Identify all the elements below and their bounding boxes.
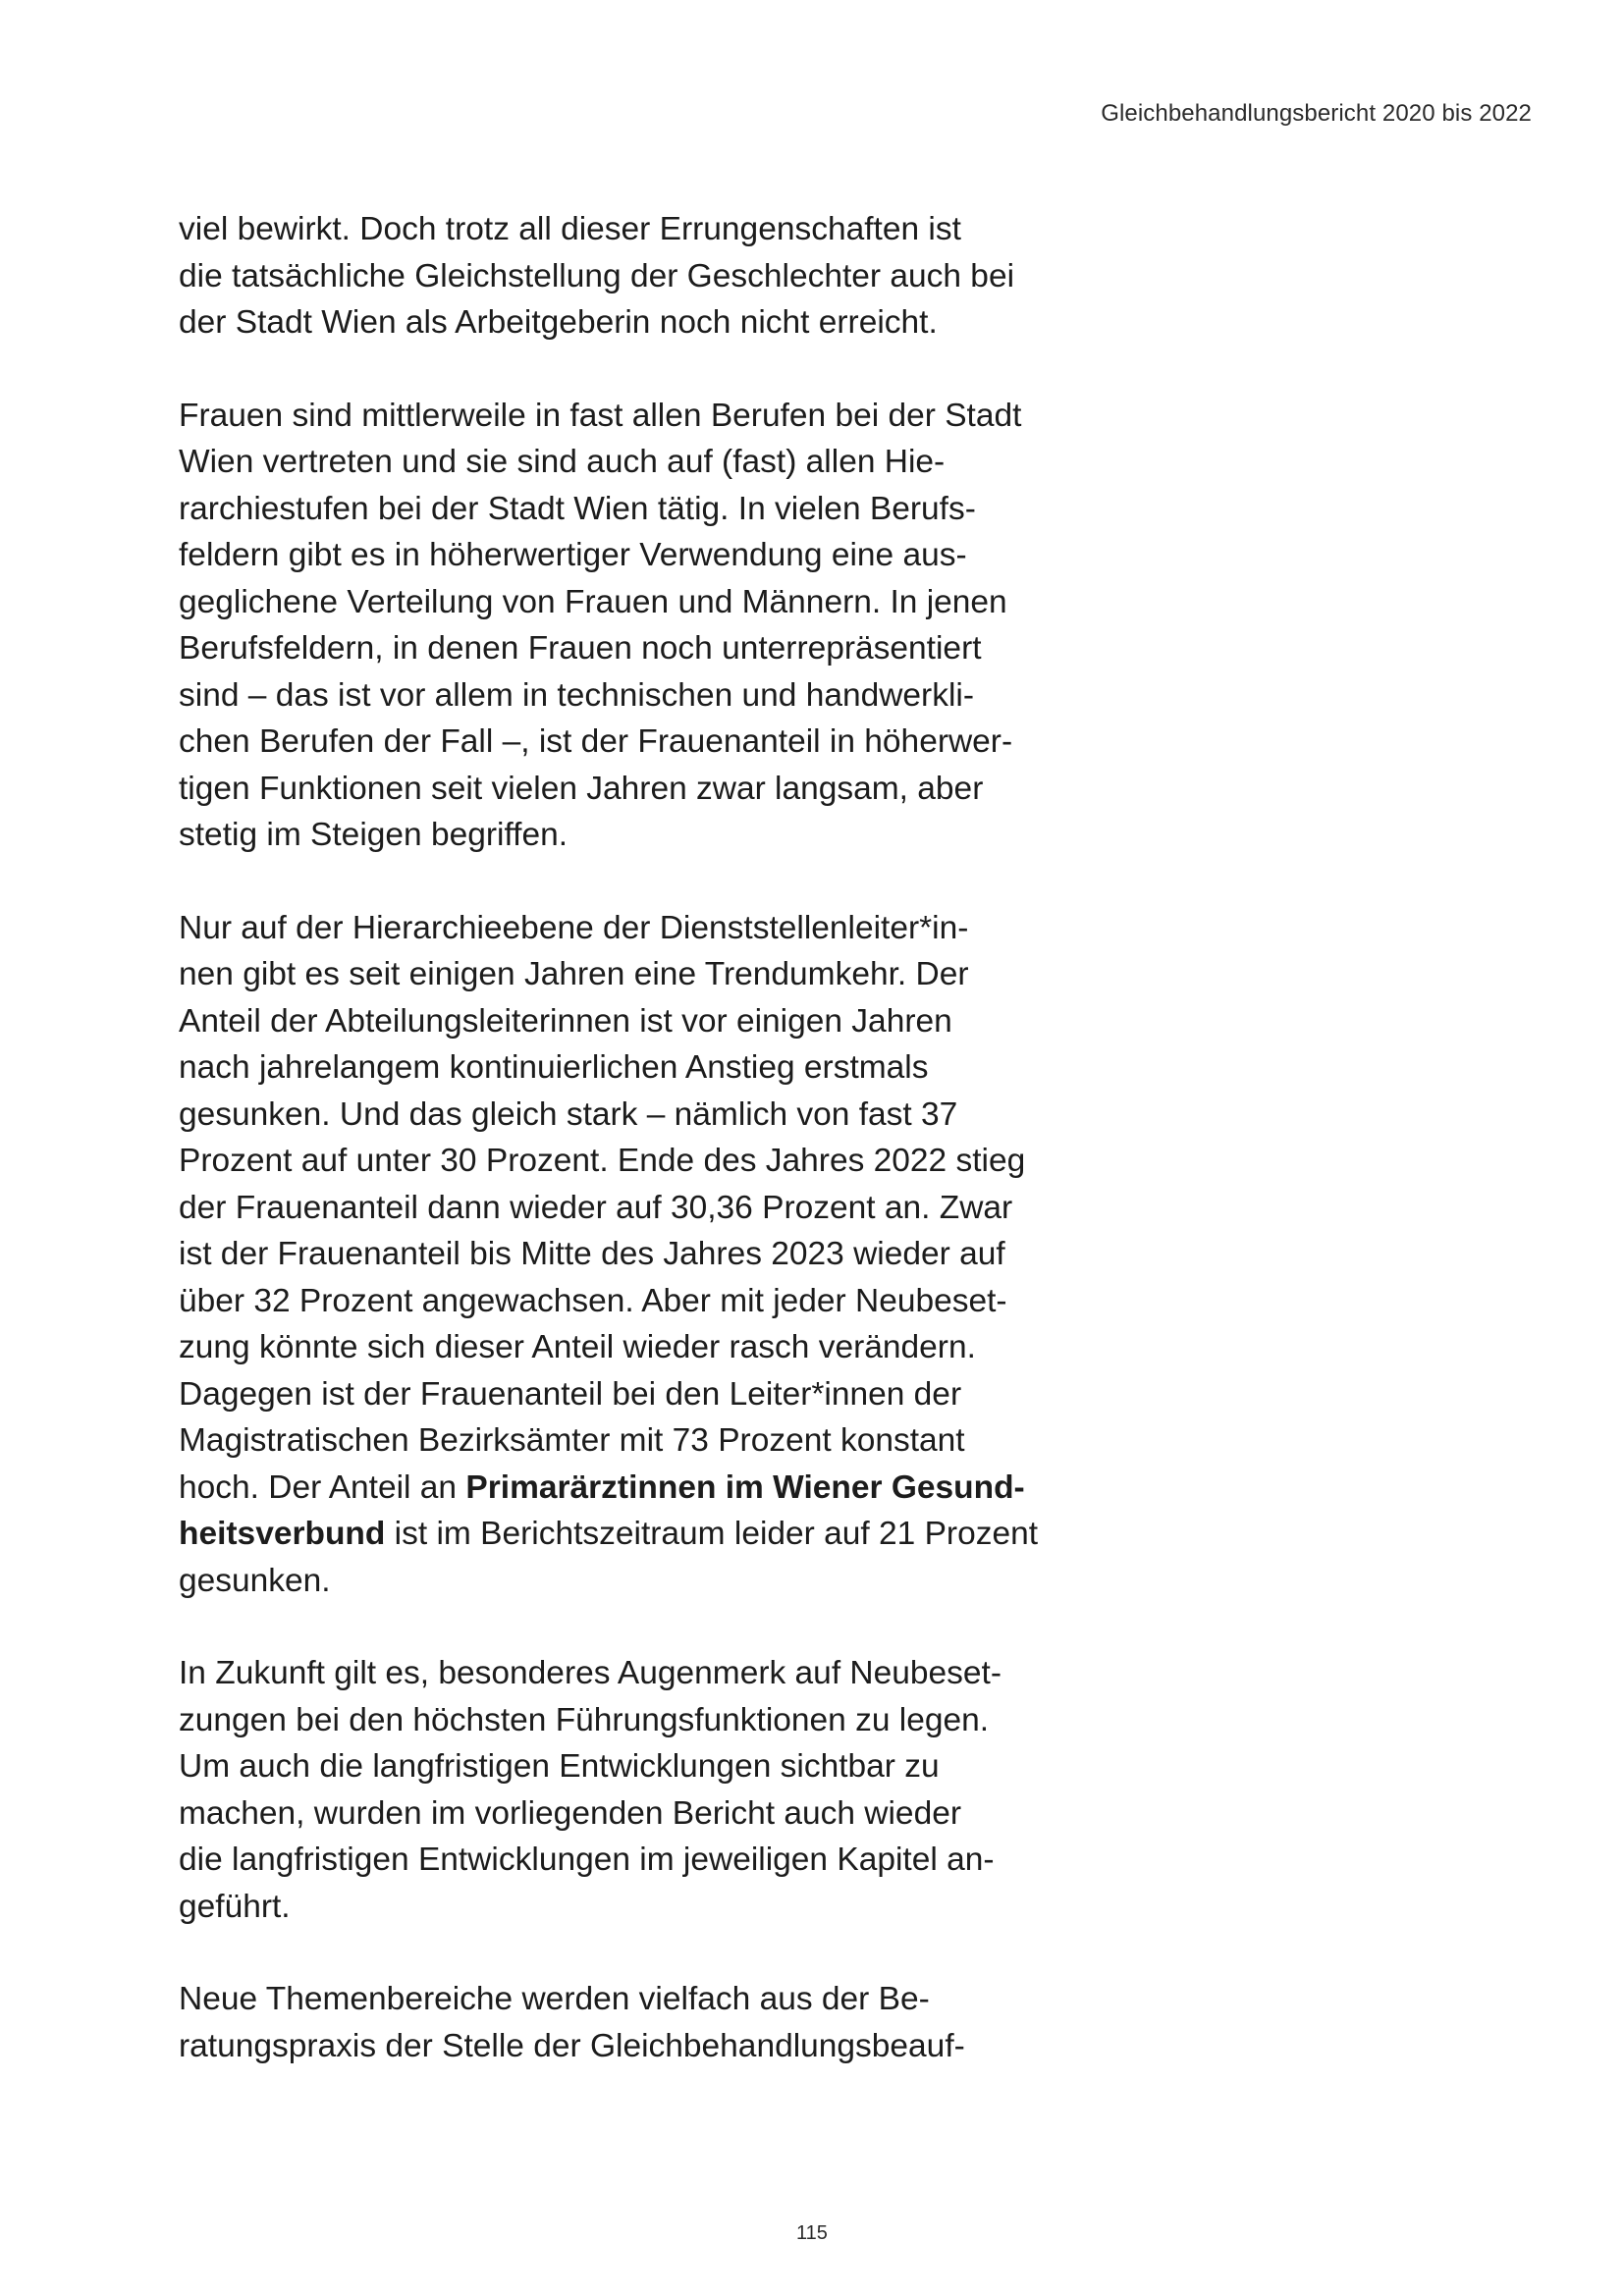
text-line: über 32 Prozent angewachsen. Aber mit jeder Neubeset- — [179, 1282, 1007, 1319]
text-line: geglichene Verteilung von Frauen und Männern. In jenen — [179, 583, 1007, 620]
text-line: feldern gibt es in höherwertiger Verwendung eine aus- — [179, 537, 967, 573]
text-line: der Frauenanteil dann wieder auf 30,36 Prozent an. Zwar — [179, 1189, 1013, 1226]
running-header-title: Gleichbehandlungsbericht 2020 bis 2022 — [1101, 100, 1532, 127]
text-line: die langfristigen Entwicklungen im jeweiligen Kapitel an- — [179, 1842, 995, 1878]
text-line: die tatsächliche Gleichstellung der Geschlechter auch bei — [179, 257, 1015, 294]
text-line: Neue Themenbereiche werden vielfach aus der Be- — [179, 1981, 930, 2017]
text-run: ist im Berichtszeitraum leider auf 21 Prozent — [385, 1516, 1039, 1552]
paragraph-1 — [179, 206, 1062, 347]
text-line: rarchiestufen bei der Stadt Wien tätig. In vielen Berufs- — [179, 490, 976, 527]
text-line: Um auch die langfristigen Entwicklungen sichtbar zu — [179, 1748, 940, 1785]
paragraph-3 — [179, 905, 1062, 1605]
text-line: zungen bei den höchsten Führungsfunktionen zu legen. — [179, 1701, 990, 1738]
paragraph-4 — [179, 1650, 1062, 1930]
text-line: chen Berufen der Fall –, ist der Frauenanteil in höherwer- — [179, 723, 1013, 760]
text-line: zung könnte sich dieser Anteil wieder rasch verändern. — [179, 1329, 976, 1365]
text-line: Dagegen ist der Frauenanteil bei den Leiter*innen der — [179, 1375, 962, 1413]
text-line: Frauen sind mittlerweile in fast allen Berufen bei der Stadt — [179, 397, 1022, 434]
text-line: ratungspraxis der Stelle der Gleichbehandlungsbeauf- — [179, 2027, 965, 2064]
paragraph-5 — [179, 1976, 1062, 2069]
text-line: sind – das ist vor allem in technischen und handwerkli- — [179, 676, 975, 714]
text-line: Berufsfeldern, in denen Frauen noch unterrepräsentiert — [179, 630, 982, 667]
text-line: Nur auf der Hierarchieebene der Dienststellenleiter*in- — [179, 909, 969, 946]
text-line: Prozent auf unter 30 Prozent. Ende des Jahres 2022 stieg — [179, 1143, 1026, 1179]
text-line: machen, wurden im vorliegenden Bericht auch wieder — [179, 1794, 961, 1832]
text-line: stetig im Steigen begriffen. — [179, 817, 568, 853]
text-line: der Stadt Wien als Arbeitgeberin noch nicht erreicht. — [179, 304, 938, 341]
text-line: viel bewirkt. Doch trotz all dieser Errungenschaften ist — [179, 211, 961, 247]
text-line: tigen Funktionen seit vielen Jahren zwar langsam, aber — [179, 770, 984, 807]
text-line: gesunken. — [179, 1562, 331, 1599]
page-number: 115 — [796, 2222, 828, 2244]
text-line-mixed — [179, 1511, 1062, 1558]
bold-emphasis: Primarärztinnen im Wiener Gesund- — [465, 1468, 1025, 1506]
text-line: ist der Frauenanteil bis Mitte des Jahres 2023 wieder auf — [179, 1236, 1005, 1272]
text-line: Magistratischen Bezirksämter mit 73 Prozent konstant — [179, 1422, 965, 1459]
text-line: nen gibt es seit einigen Jahren eine Trendumkehr. Der — [179, 956, 969, 992]
text-line: Anteil der Abteilungsleiterinnen ist vor einigen Jahren — [179, 1002, 952, 1040]
text-line: nach jahrelangem kontinuierlichen Anstieg erstmals — [179, 1049, 929, 1086]
text-run: hoch. Der Anteil an — [179, 1468, 466, 1506]
bold-emphasis: heitsverbund — [179, 1516, 386, 1552]
body-text — [179, 206, 1062, 2115]
text-line: Wien vertreten und sie sind auch auf (fast) allen Hie- — [179, 444, 946, 480]
text-line: gesunken. Und das gleich stark – nämlich von fast 37 — [179, 1095, 958, 1133]
text-line-mixed — [179, 1465, 1062, 1512]
paragraph-2 — [179, 393, 1062, 859]
text-line: geführt. — [179, 1888, 291, 1925]
text-line: In Zukunft gilt es, besonderes Augenmerk auf Neubeset- — [179, 1655, 1001, 1691]
